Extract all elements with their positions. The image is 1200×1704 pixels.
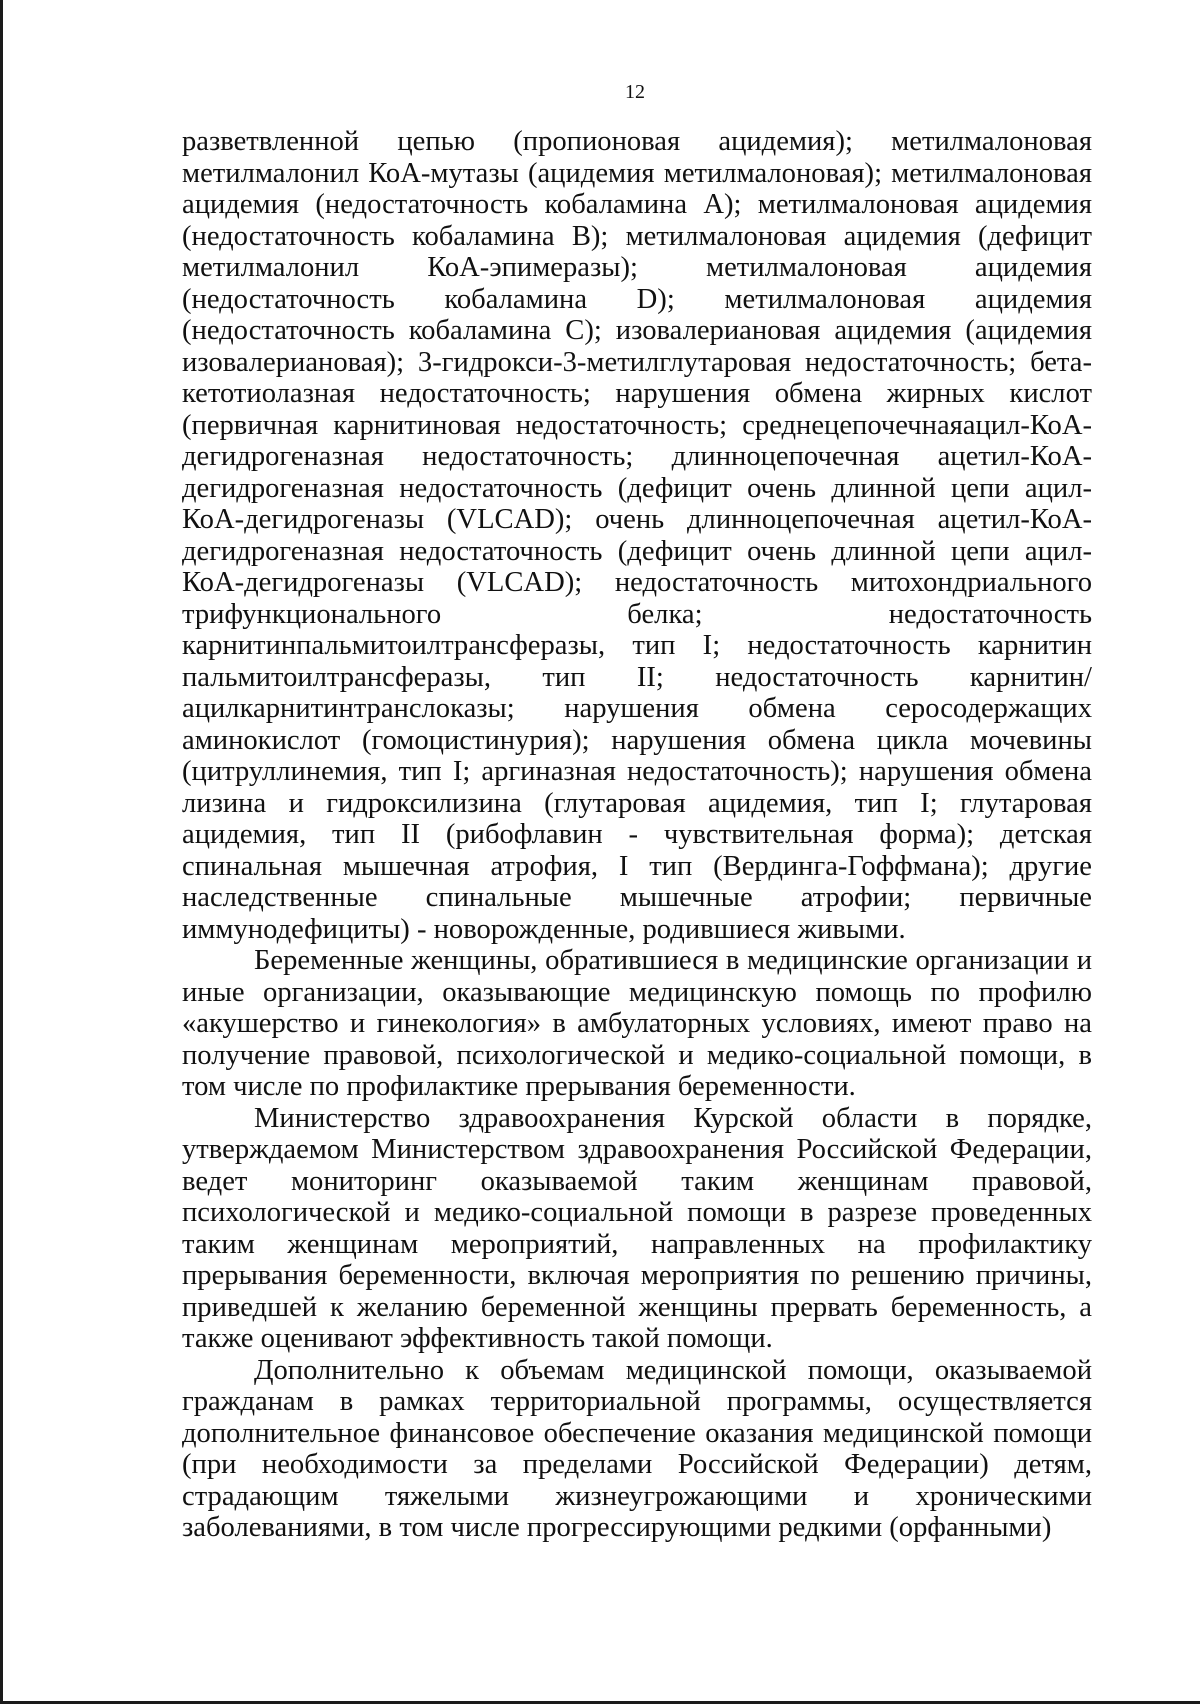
- paragraph-disease-list: разветвленной цепью (пропионовая ацидемия); метилмалоновая метилмалонил КоА-мутазы (ацидемия метилмалоновая); метилмалоновая ацидемия (недостаточность кобаламина А); метилмалоновая ацидемия (недостаточность кобаламина В); метилмалоновая ацидемия (дефицит метилмалонил КоА-эпимеразы); метилмалоновая ацидемия (недостаточность кобаламина D); метилмалоновая ацидемия (недостаточность кобаламина С); изовалериановая ацидемия (ацидемия изовалериановая); 3-гидрокси-3-метилглутаровая недостаточность; бета-кетотиолазная недостаточность; нарушения обмена жирных кислот (первичная карнитиновая недостаточность; среднецепочечнаяацил-КоА-дегидрогеназная недостаточность; длинноцепочечная ацетил-КоА-дегидрогеназная недостаточность (дефицит очень длинной цепи ацил-КоА-дегидрогеназы (VLCAD); очень длинноцепочечная ацетил-КоА-дегидрогеназная недостаточность (дефицит очень длинной цепи ацил-КоА-дегидрогеназы (VLCAD); недостаточность митохондриального трифункционального белка; недостаточность карнитинпальмитоилтрансферазы, тип I; недостаточность карнитин пальмитоилтрансферазы, тип II; недостаточность карнитин/ ацилкарнитинтранслоказы; нарушения обмена серосодержащих аминокислот (гомоцистинурия); нарушения обмена цикла мочевины (цитруллинемия, тип I; аргиназная недостаточность); нарушения обмена лизина и гидроксилизина (глутаровая ацидемия, тип I; глутаровая ацидемия, тип II (рибофлавин - чувствительная форма); детская спинальная мышечная атрофия, I тип (Вердинга-Гоффмана); другие наследственные спинальные мышечные атрофии; первичные иммунодефициты) - новорожденные, родившиеся живыми.: [182, 126, 1092, 945]
- page-number: 12: [625, 81, 645, 103]
- paragraph-pregnant-women: Беременные женщины, обратившиеся в медицинские организации и иные организации, оказывающие медицинскую помощь по профилю «акушерство и гинекология» в амбулаторных условиях, имеют право на получение правовой, психологической и медико-социальной помощи, в том числе по профилактике прерывания беременности.: [182, 945, 1092, 1102]
- scan-edge-left: [0, 0, 3, 1704]
- paragraph-ministry-monitoring: Министерство здравоохранения Курской области в порядке, утверждаемом Министерством здравоохранения Российской Федерации, ведет мониторинг оказываемой таким женщинам правовой, психологической и медико-социальной помощи в разрезе проведенных таким женщинам мероприятий, направленных на профилактику прерывания беременности, включая мероприятия по решению причины, приведшей к желанию беременной женщины прервать беременность, а также оценивают эффективность такой помощи.: [182, 1102, 1092, 1354]
- paragraph-additional-financing: Дополнительно к объемам медицинской помощи, оказываемой гражданам в рамках территориальной программы, осуществляется дополнительное финансовое обеспечение оказания медицинской помощи (при необходимости за пределами Российской Федерации) детям, страдающим тяжелыми жизнеугрожающими и хроническими заболеваниями, в том числе прогрессирующими редкими (орфанными): [182, 1354, 1092, 1543]
- body-text: [182, 126, 1092, 1544]
